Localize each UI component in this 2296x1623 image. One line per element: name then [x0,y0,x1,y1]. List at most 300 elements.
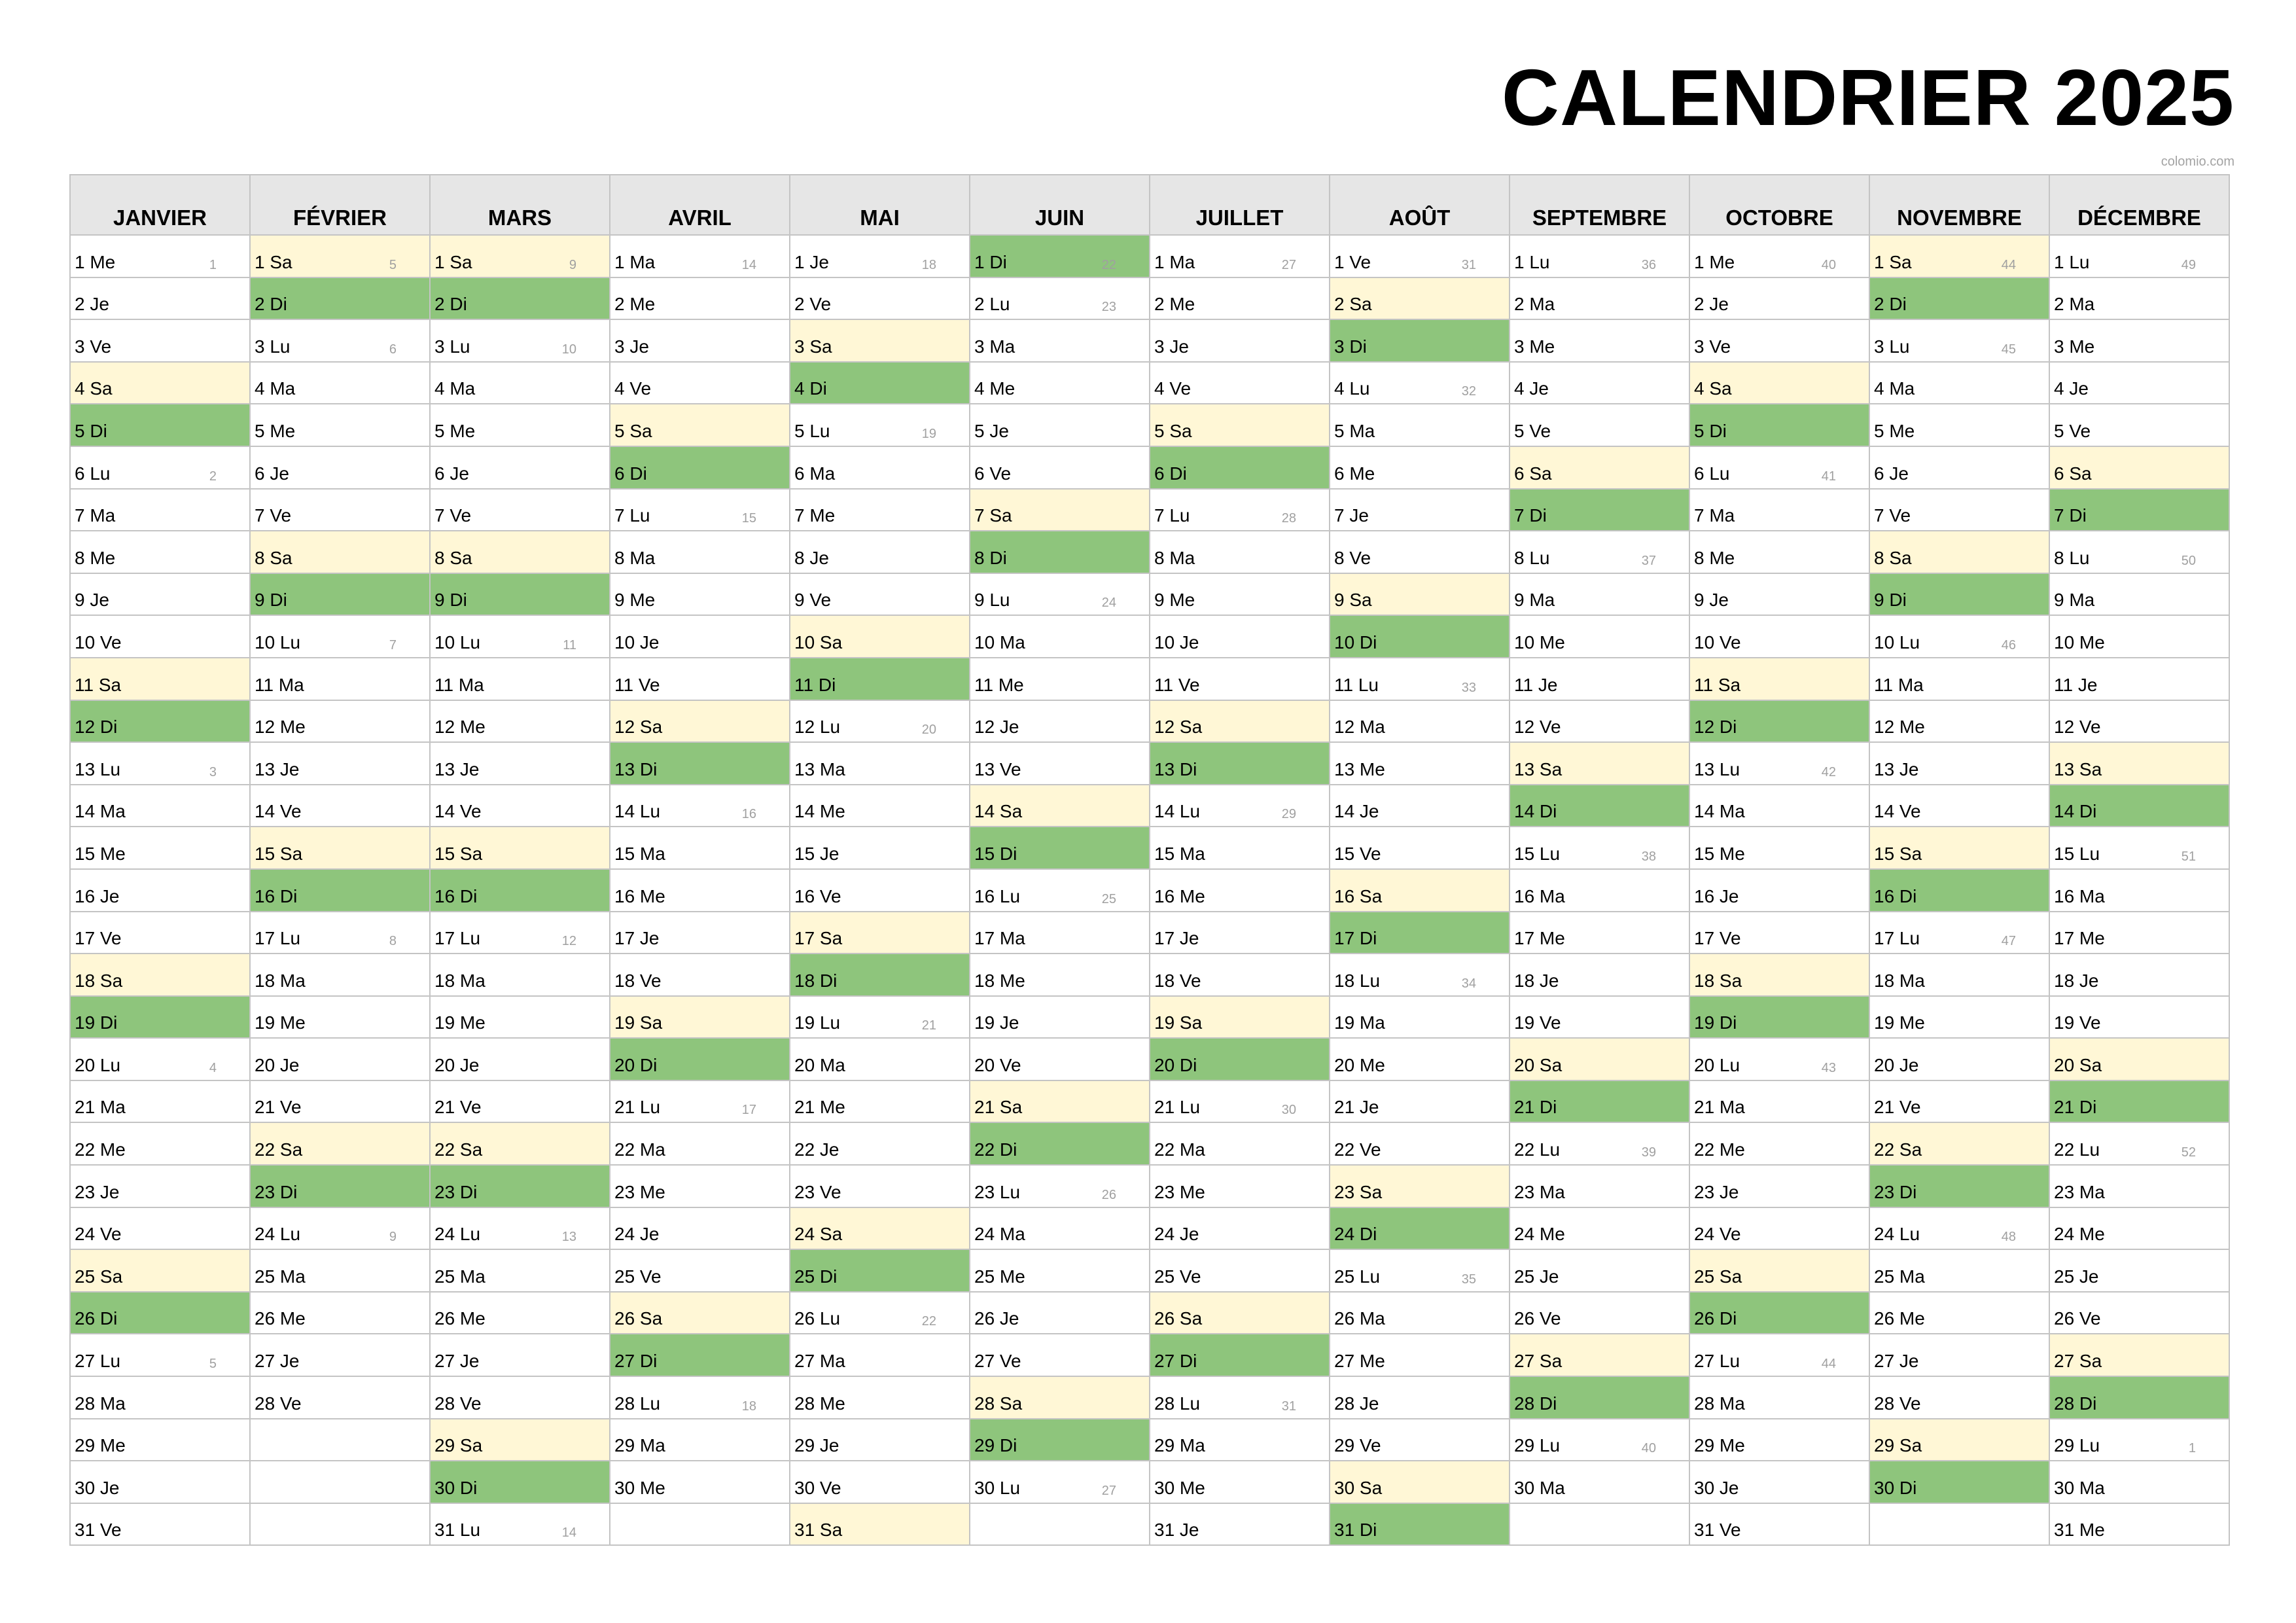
day-cell [1509,657,1689,700]
day-cell [2049,657,2229,700]
day-label: 27 Sa [2054,1351,2102,1372]
week-number: 7 [389,637,397,652]
day-cell [1869,1080,2049,1122]
day-cell [249,403,429,446]
day-cell [1689,1207,1869,1249]
day-label: 12 Ma [1334,717,1385,738]
day-cell [1509,1080,1689,1122]
day-label: 21 Lu [1154,1097,1201,1118]
day-cell [969,953,1149,995]
day-cell [1689,741,1869,784]
day-cell [1869,868,2049,911]
day-label: 8 Di [974,547,1007,568]
day-cell [1689,1122,1869,1164]
day-label: 15 Di [974,843,1017,864]
day-label: 1 Di [974,251,1007,272]
day-label: 15 Sa [1874,843,1922,864]
day-label: 30 Me [1154,1477,1205,1498]
week-number: 4 [209,1060,217,1075]
week-number: 17 [741,1103,756,1118]
day-label: 13 Sa [1514,758,1563,779]
day-label: 28 Ve [255,1393,302,1414]
day-label: 11 Lu [1334,674,1379,695]
day-label: 6 Lu [1694,463,1730,484]
week-number: 34 [1461,976,1476,991]
day-cell [969,1249,1149,1291]
day-label: 2 Di [434,294,467,315]
day-cell [1149,700,1329,742]
day-label: 15 Ve [1334,843,1381,864]
day-cell [1869,446,2049,488]
day-label: 20 Ve [974,1054,1021,1075]
day-label: 19 Di [75,1012,118,1033]
day-cell [789,1207,969,1249]
week-number: 40 [1641,1441,1656,1456]
day-cell [1689,361,1869,404]
day-cell [2049,868,2229,911]
day-cell [429,1291,609,1334]
day-cell [249,361,429,404]
day-cell [69,361,249,404]
day-cell [969,1037,1149,1080]
day-label: 7 Di [1514,505,1547,526]
day-label: 18 Me [974,970,1025,991]
day-label: 23 Di [1874,1181,1917,1202]
day-cell [969,1291,1149,1334]
day-cell [249,784,429,827]
day-cell [2049,1207,2229,1249]
day-cell [2049,1037,2229,1080]
day-cell [249,1207,429,1249]
day-cell [1689,1376,1869,1418]
day-label: 16 Ma [2054,885,2105,906]
day-cell [609,319,789,361]
day-label: 27 Je [1874,1351,1919,1372]
day-cell [609,1418,789,1461]
day-label: 11 Sa [1694,674,1741,695]
day-label: 23 Ve [794,1181,841,1202]
day-label: 21 Sa [974,1097,1023,1118]
day-label: 16 Di [255,885,298,906]
day-cell [429,1333,609,1376]
day-label: 12 Sa [614,717,663,738]
day-label: 20 Ma [794,1054,845,1075]
day-label: 25 Je [2054,1266,2099,1287]
day-label: 11 Me [974,674,1024,695]
day-cell [1149,1460,1329,1503]
day-cell [1149,1037,1329,1080]
day-label: 26 Sa [614,1308,663,1329]
day-cell [789,1080,969,1122]
day-cell [429,953,609,995]
day-label: 1 Ma [1154,251,1195,272]
day-cell [969,1164,1149,1207]
day-label: 11 Di [794,674,836,695]
day-label: 17 Ve [1694,928,1741,949]
day-cell [1149,403,1329,446]
day-cell [1509,995,1689,1038]
day-cell [2049,1249,2229,1291]
day-cell [1149,1418,1329,1461]
day-label: 5 Je [974,420,1009,441]
day-label: 24 Ma [974,1224,1025,1245]
day-cell [609,1164,789,1207]
day-label: 4 Sa [75,378,113,399]
day-cell [609,234,789,277]
day-cell [789,700,969,742]
day-cell [1509,361,1689,404]
day-cell [969,1080,1149,1122]
day-label: 7 Ma [1694,505,1735,526]
day-cell [969,488,1149,531]
day-label: 18 Sa [1694,970,1742,991]
day-cell [609,615,789,657]
day-label: 1 Sa [434,251,472,272]
week-number: 27 [1281,257,1296,272]
week-number: 13 [561,1230,576,1245]
day-label: 8 Me [75,547,116,568]
week-number: 40 [1821,257,1836,272]
day-cell [609,700,789,742]
day-cell [249,1164,429,1207]
day-cell [429,530,609,573]
day-label: 21 Lu [614,1097,661,1118]
day-label: 13 Sa [2054,758,2102,779]
day-label: 16 Ma [1514,885,1565,906]
week-number: 30 [1281,1103,1296,1118]
day-label: 24 Ve [1694,1224,1741,1245]
day-label: 6 Ve [974,463,1012,484]
day-cell [1149,1291,1329,1334]
day-cell [1689,1291,1869,1334]
week-number: 10 [561,342,576,357]
day-cell [249,573,429,615]
day-label: 3 Lu [255,336,291,357]
day-label: 13 Ma [794,758,845,779]
month-header: DÉCEMBRE [2049,174,2229,234]
day-label: 16 Me [614,885,665,906]
day-label: 26 Ma [1334,1308,1385,1329]
day-label: 30 Sa [1334,1477,1383,1498]
day-cell [789,1333,969,1376]
day-label: 21 Di [1514,1097,1557,1118]
day-label: 11 Je [2054,674,2098,695]
day-label: 23 Lu [974,1181,1021,1202]
day-label: 26 Di [1694,1308,1737,1329]
day-cell [1329,1333,1509,1376]
day-cell [789,1037,969,1080]
day-cell [429,277,609,319]
day-label: 22 Me [75,1139,126,1160]
day-cell [69,1207,249,1249]
day-label: 7 Ma [75,505,116,526]
day-label: 19 Me [434,1012,486,1033]
week-number: 50 [2181,553,2196,568]
day-label: 14 Lu [1154,801,1201,822]
day-cell [2049,530,2229,573]
day-cell [969,573,1149,615]
day-label: 23 Ma [2054,1181,2105,1202]
week-number: 1 [209,257,217,272]
day-cell [1869,995,2049,1038]
day-label: 3 Lu [434,336,470,357]
day-label: 10 Je [1154,632,1199,652]
day-cell [429,361,609,404]
day-label: 20 Je [1874,1054,1919,1075]
day-cell [789,1376,969,1418]
day-label: 16 Sa [1334,885,1383,906]
day-label: 4 Di [794,378,827,399]
day-cell [789,657,969,700]
day-cell [1149,1164,1329,1207]
week-number: 46 [2001,637,2016,652]
day-label: 2 Ve [794,294,832,315]
day-label: 15 Me [75,843,126,864]
day-cell [69,1122,249,1164]
day-cell [429,1418,609,1461]
day-cell [1869,615,2049,657]
day-label: 8 Me [1694,547,1735,568]
day-cell [1329,1376,1509,1418]
day-cell [1689,319,1869,361]
day-cell [609,446,789,488]
day-cell [609,1037,789,1080]
day-label: 14 Ve [434,801,482,822]
day-cell [2049,826,2229,868]
day-cell [69,1291,249,1334]
day-label: 23 Di [434,1181,478,1202]
day-cell [1869,1333,2049,1376]
day-cell [1329,1037,1509,1080]
day-cell [609,488,789,531]
day-cell [69,1503,249,1545]
day-label: 1 Sa [1874,251,1912,272]
day-label: 4 Ve [614,378,652,399]
day-cell [1149,615,1329,657]
day-cell [2049,1164,2229,1207]
day-cell [1149,1080,1329,1122]
day-cell [1149,446,1329,488]
day-cell [789,1291,969,1334]
day-cell [1149,868,1329,911]
day-label: 15 Me [1694,843,1745,864]
day-label: 1 Ma [614,251,656,272]
week-number: 43 [1821,1060,1836,1075]
day-label: 5 Sa [614,420,652,441]
day-label: 30 Me [614,1477,665,1498]
week-number: 5 [209,1357,217,1372]
day-cell [789,1503,969,1545]
day-label: 2 Sa [1334,294,1372,315]
day-label: 10 Di [1334,632,1377,652]
day-cell [1869,1164,2049,1207]
day-cell [1689,953,1869,995]
day-cell [789,573,969,615]
week-number: 36 [1641,257,1656,272]
day-label: 31 Ve [75,1520,122,1541]
day-label: 8 Ma [1154,547,1195,568]
day-cell [1509,1376,1689,1418]
day-cell [1869,1207,2049,1249]
day-cell [249,1333,429,1376]
day-label: 18 Ma [255,970,306,991]
day-label: 20 Sa [2054,1054,2102,1075]
day-label: 8 Ma [614,547,656,568]
day-label: 16 Me [1154,885,1205,906]
day-label: 12 Ve [1514,717,1561,738]
day-label: 27 Me [1334,1351,1385,1372]
day-cell [1869,657,2049,700]
week-number: 27 [1101,1483,1116,1498]
day-cell [789,1164,969,1207]
day-label: 15 Sa [434,843,483,864]
day-label: 1 Je [794,251,829,272]
week-number: 51 [2181,849,2196,864]
month-header: NOVEMBRE [1869,174,2049,234]
day-label: 24 Lu [255,1224,301,1245]
day-label: 10 Lu [1874,632,1920,652]
day-label: 11 Sa [75,674,122,695]
day-label: 6 Sa [2054,463,2092,484]
day-label: 22 Sa [255,1139,303,1160]
day-label: 1 Ve [1334,251,1371,272]
day-label: 20 Lu [75,1054,121,1075]
day-cell [69,657,249,700]
day-label: 12 Me [434,717,486,738]
day-cell [1329,573,1509,615]
day-cell [1869,319,2049,361]
month-header: JUILLET [1149,174,1329,234]
day-label: 4 Lu [1334,378,1370,399]
day-label: 24 Me [2054,1224,2105,1245]
day-cell [69,1037,249,1080]
day-cell [969,234,1149,277]
week-number: 47 [2001,934,2016,949]
day-label: 9 Me [1154,590,1195,611]
day-cell [2049,234,2229,277]
day-cell [1509,1122,1689,1164]
day-label: 29 Sa [1874,1435,1922,1456]
day-label: 8 Ve [1334,547,1371,568]
empty-cell [249,1418,429,1461]
day-cell [429,234,609,277]
week-number: 20 [921,722,936,738]
day-cell [969,1376,1149,1418]
day-cell [1509,488,1689,531]
day-label: 7 Di [2054,505,2087,526]
day-cell [429,1249,609,1291]
day-label: 15 Sa [255,843,303,864]
day-cell [969,868,1149,911]
day-cell [249,446,429,488]
day-cell [1869,1249,2049,1291]
day-label: 1 Lu [1514,251,1550,272]
day-cell [1329,319,1509,361]
day-cell [1509,1164,1689,1207]
day-cell [1149,1503,1329,1545]
day-cell [609,1291,789,1334]
day-cell [1149,995,1329,1038]
day-cell [1509,1333,1689,1376]
day-cell [1869,234,2049,277]
day-label: 28 Di [2054,1393,2097,1414]
week-number: 41 [1821,469,1836,484]
day-cell [249,1037,429,1080]
day-label: 4 Je [2054,378,2089,399]
month-header: JANVIER [69,174,249,234]
day-label: 25 Ve [1154,1266,1201,1287]
day-label: 7 Ve [434,505,472,526]
day-cell [249,1080,429,1122]
day-cell [1689,1503,1869,1545]
day-cell [69,573,249,615]
week-number: 11 [563,637,576,652]
day-cell [1149,657,1329,700]
day-label: 26 Me [1874,1308,1925,1329]
day-cell [429,1164,609,1207]
day-label: 18 Ve [1154,970,1201,991]
day-label: 21 Di [2054,1097,2097,1118]
week-number: 38 [1641,849,1656,864]
day-label: 5 Me [434,420,476,441]
day-cell [1509,784,1689,827]
day-cell [2049,911,2229,954]
day-cell [609,784,789,827]
day-label: 15 Lu [1514,843,1561,864]
day-label: 26 Je [974,1308,1019,1329]
day-cell [789,446,969,488]
week-number: 9 [569,257,576,272]
day-cell [789,995,969,1038]
week-number: 28 [1281,511,1296,526]
week-number: 23 [1101,300,1116,315]
day-label: 17 Je [1154,928,1199,949]
day-cell [69,277,249,319]
day-label: 4 Je [1514,378,1549,399]
day-label: 9 Di [434,590,467,611]
day-label: 25 Sa [75,1266,123,1287]
day-label: 10 Ve [1694,632,1741,652]
day-label: 23 Sa [1334,1181,1383,1202]
day-cell [1509,868,1689,911]
day-cell [1149,953,1329,995]
day-label: 21 Ma [75,1097,126,1118]
day-label: 13 Lu [1694,758,1740,779]
day-label: 23 Ma [1514,1181,1565,1202]
day-cell [609,1333,789,1376]
day-cell [69,741,249,784]
day-label: 27 Di [614,1351,658,1372]
day-cell [609,868,789,911]
day-label: 3 Ve [75,336,112,357]
day-cell [69,1249,249,1291]
day-label: 23 Je [75,1181,120,1202]
day-label: 20 Je [434,1054,480,1075]
week-number: 31 [1461,257,1476,272]
day-label: 29 Sa [434,1435,483,1456]
day-cell [2049,319,2229,361]
day-cell [1689,911,1869,954]
day-cell [69,615,249,657]
day-label: 9 Lu [974,590,1010,611]
day-label: 3 Lu [1874,336,1910,357]
day-cell [69,1376,249,1418]
week-number: 45 [2001,342,2016,357]
day-label: 12 Me [1874,717,1925,738]
day-label: 14 Ve [1874,801,1921,822]
day-cell [2049,741,2229,784]
day-label: 19 Sa [1154,1012,1203,1033]
